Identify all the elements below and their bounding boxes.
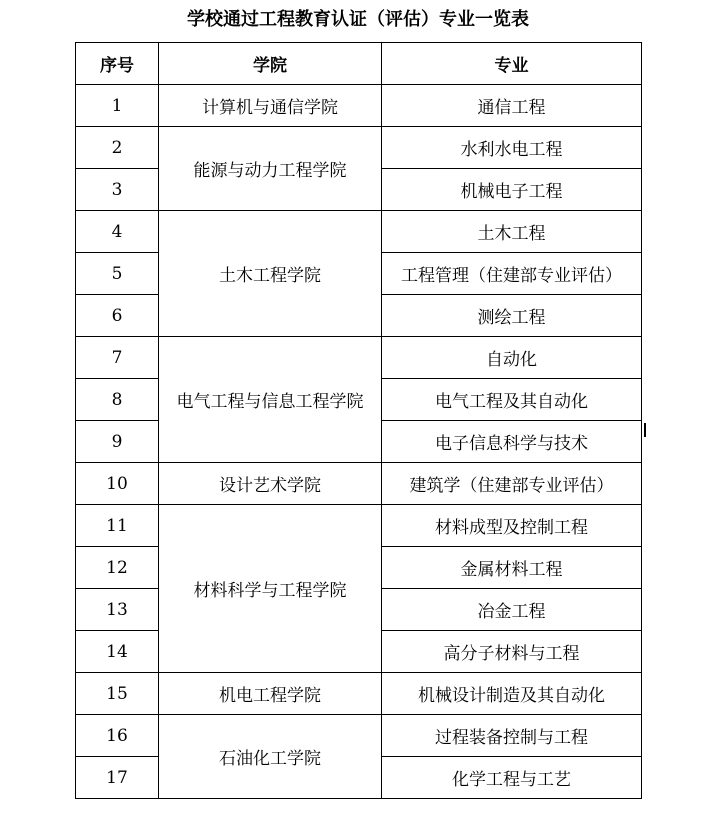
cell-seq: 7 (76, 337, 159, 379)
cell-school: 材料科学与工程学院 (159, 505, 382, 673)
cell-seq: 4 (76, 211, 159, 253)
table-row (76, 211, 642, 253)
cell-major: 建筑学（住建部专业评估） (382, 463, 642, 505)
cell-major: 金属材料工程 (382, 547, 642, 589)
cell-major: 自动化 (382, 337, 642, 379)
cell-major: 水利水电工程 (382, 127, 642, 169)
cell-seq: 14 (76, 631, 159, 673)
cell-seq: 17 (76, 757, 159, 799)
cell-seq: 15 (76, 673, 159, 715)
majors-table (75, 42, 642, 799)
cell-seq: 5 (76, 253, 159, 295)
table-row (76, 127, 642, 169)
table-row (76, 715, 642, 757)
header-major: 专业 (382, 43, 642, 85)
cell-seq: 3 (76, 169, 159, 211)
cell-major: 测绘工程 (382, 295, 642, 337)
cell-seq: 9 (76, 421, 159, 463)
cell-school: 设计艺术学院 (159, 463, 382, 505)
header-school: 学院 (159, 43, 382, 85)
cell-seq: 13 (76, 589, 159, 631)
cell-seq: 6 (76, 295, 159, 337)
header-seq: 序号 (76, 43, 159, 85)
cell-seq: 10 (76, 463, 159, 505)
cell-school: 土木工程学院 (159, 211, 382, 337)
table-row (76, 337, 642, 379)
cell-major: 电子信息科学与技术 (382, 421, 642, 463)
table-row (76, 463, 642, 505)
cell-seq: 12 (76, 547, 159, 589)
table-row (76, 673, 642, 715)
cell-major: 过程装备控制与工程 (382, 715, 642, 757)
table-row (76, 505, 642, 547)
cell-major: 冶金工程 (382, 589, 642, 631)
cell-seq: 11 (76, 505, 159, 547)
cell-major: 土木工程 (382, 211, 642, 253)
cell-major: 机械设计制造及其自动化 (382, 673, 642, 715)
cell-school: 石油化工学院 (159, 715, 382, 799)
cell-major: 机械电子工程 (382, 169, 642, 211)
cell-seq: 16 (76, 715, 159, 757)
cell-seq: 1 (76, 85, 159, 127)
text-cursor-mark (644, 423, 646, 437)
cell-major: 工程管理（住建部专业评估） (382, 253, 642, 295)
table-header-row (76, 43, 642, 85)
cell-school: 计算机与通信学院 (159, 85, 382, 127)
cell-major: 化学工程与工艺 (382, 757, 642, 799)
table-row (76, 85, 642, 127)
cell-major: 材料成型及控制工程 (382, 505, 642, 547)
cell-school: 机电工程学院 (159, 673, 382, 715)
page-title: 学校通过工程教育认证（评估）专业一览表 (187, 9, 529, 30)
cell-school: 电气工程与信息工程学院 (159, 337, 382, 463)
cell-major: 通信工程 (382, 85, 642, 127)
cell-major: 电气工程及其自动化 (382, 379, 642, 421)
cell-seq: 2 (76, 127, 159, 169)
cell-seq: 8 (76, 379, 159, 421)
cell-major: 高分子材料与工程 (382, 631, 642, 673)
table-body (76, 85, 642, 799)
cell-school: 能源与动力工程学院 (159, 127, 382, 211)
